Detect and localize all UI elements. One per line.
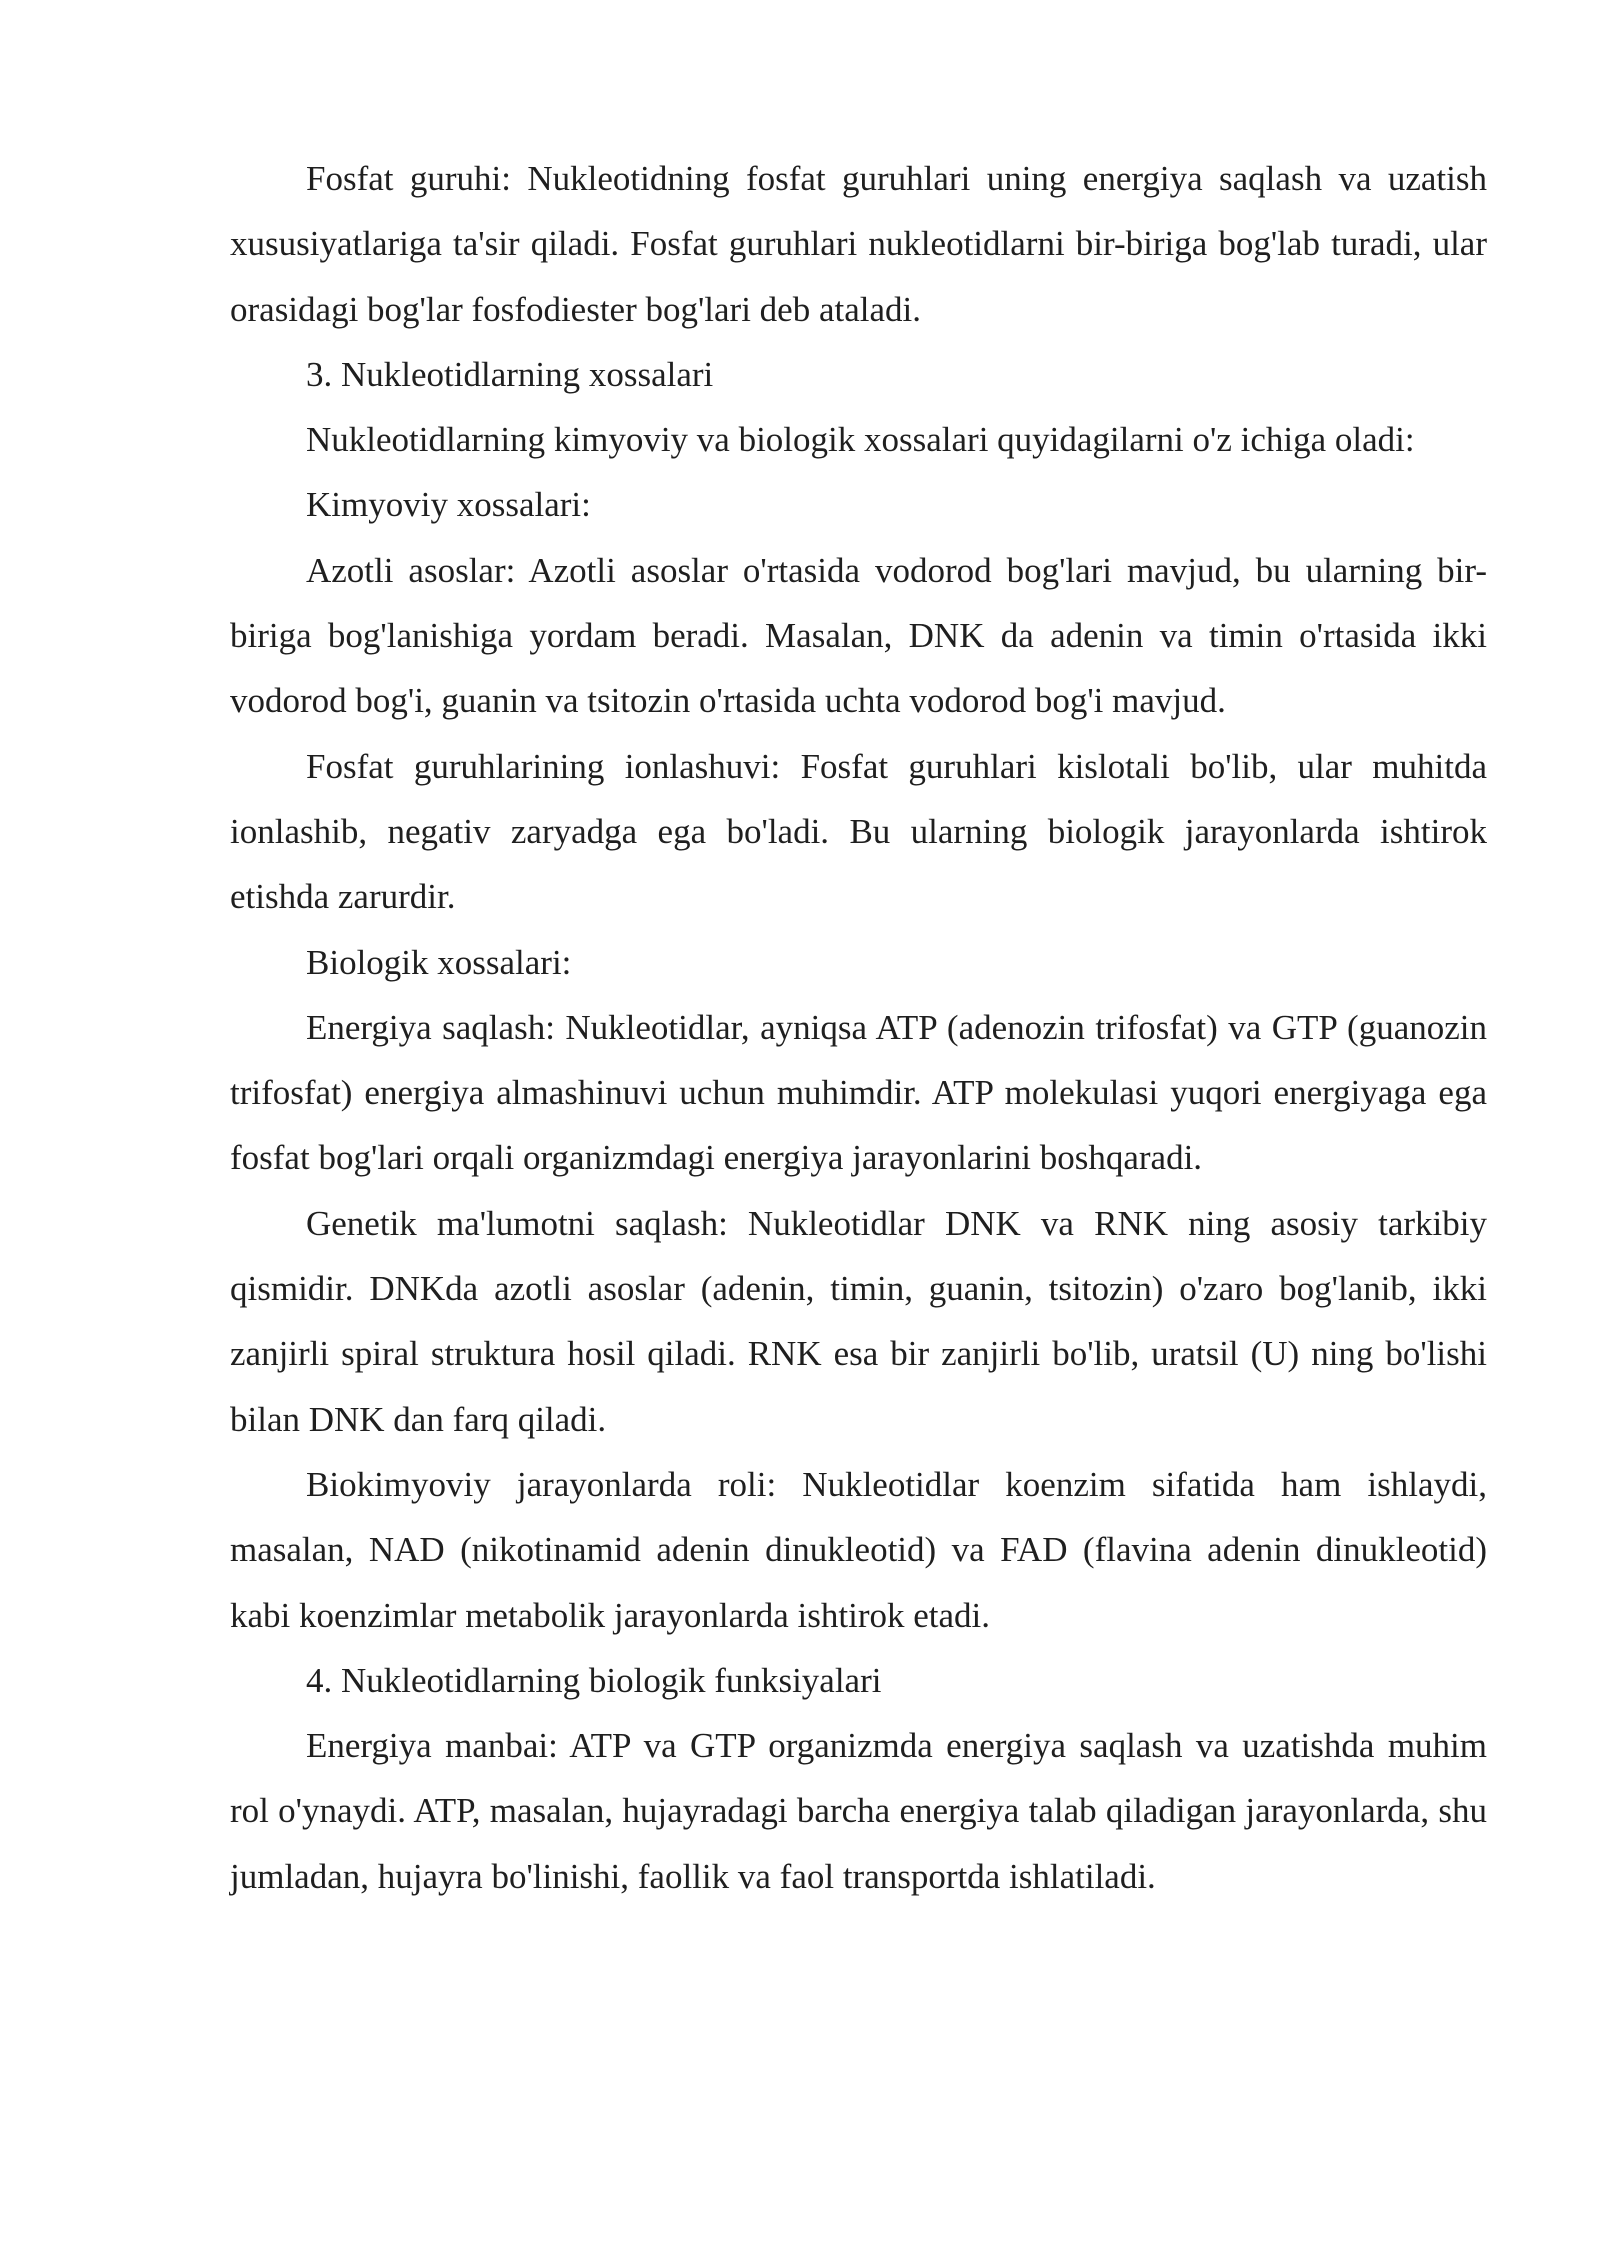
paragraph-ionlashuvi: Fosfat guruhlarining ionlashuvi: Fosfat guruhlari kislotali bo'lib, ular muhitda ionlashib, negativ zaryadga ega bo'ladi. Bu ularning biologik jarayonlarda ishtirok etishda zarurdir. xyxy=(230,746,1487,917)
document-page xyxy=(230,146,1487,1909)
subheading-biologik: Biologik xossalari: xyxy=(306,942,572,982)
section-heading-4: 4. Nukleotidlarning biologik funksiyalari xyxy=(306,1660,882,1700)
section-heading-3: 3. Nukleotidlarning xossalari xyxy=(306,354,714,394)
paragraph-xossalar-intro: Nukleotidlarning kimyoviy va biologik xossalari quyidagilarni o'z ichiga oladi: xyxy=(306,420,1415,460)
paragraph-biokimyoviy: Biokimyoviy jarayonlarda roli: Nukleotidlar koenzim sifatida ham ishlaydi, masalan, NAD (nikotinamid adenin dinukleotid) va FAD (flavina adenin dinukleotid) kabi koenzimlar metabolik jarayonlarda ishtirok etadi. xyxy=(230,1464,1487,1635)
subheading-kimyoviy: Kimyoviy xossalari: xyxy=(306,485,591,525)
paragraph-energiya-manbai: Energiya manbai: ATP va GTP organizmda energiya saqlash va uzatishda muhim rol o'ynaydi. ATP, masalan, hujayradagi barcha energiya talab qiladigan jarayonlarda, shu jumladan, hujayra bo'linishi, faollik va faol transportda ishlatiladi. xyxy=(230,1726,1487,1896)
paragraph-fosfat-guruhi: Fosfat guruhi: Nukleotidning fosfat guruhlari uning energiya saqlash va uzatish xususiyatlariga ta'sir qiladi. Fosfat guruhlari nukleotidlarni bir-biriga bog'lab turadi, ular orasidagi bog'lar fosfodiester bog'lari deb ataladi. xyxy=(230,159,1487,329)
paragraph-genetik: Genetik ma'lumotni saqlash: Nukleotidlar DNK va RNK ning asosiy tarkibiy qismidir. DNKda azotli asoslar (adenin, timin, guanin, tsitozin) o'zaro bog'lanib, ikki zanjirli spiral struktura hosil qiladi. RNK esa bir zanjirli bo'lib, uratsil (U) ning bo'lishi bilan DNK dan farq qiladi. xyxy=(230,1203,1487,1439)
paragraph-energiya-saqlash: Energiya saqlash: Nukleotidlar, ayniqsa ATP (adenozin trifosfat) va GTP (guanozin trifosfat) energiya almashinuvi uchun muhimdir. ATP molekulasi yuqori energiyaga ega fosfat bog'lari orqali organizmdagi energiya jarayonlarini boshqaradi. xyxy=(230,1007,1487,1178)
paragraph-azotli-asoslar: Azotli asoslar: Azotli asoslar o'rtasida vodorod bog'lari mavjud, bu ularning bir-biriga bog'lanishiga yordam beradi. Masalan, DNK da adenin va timin o'rtasida ikki vodorod bog'i, guanin va tsitozin o'rtasida uchta vodorod bog'i mavjud. xyxy=(230,550,1487,721)
